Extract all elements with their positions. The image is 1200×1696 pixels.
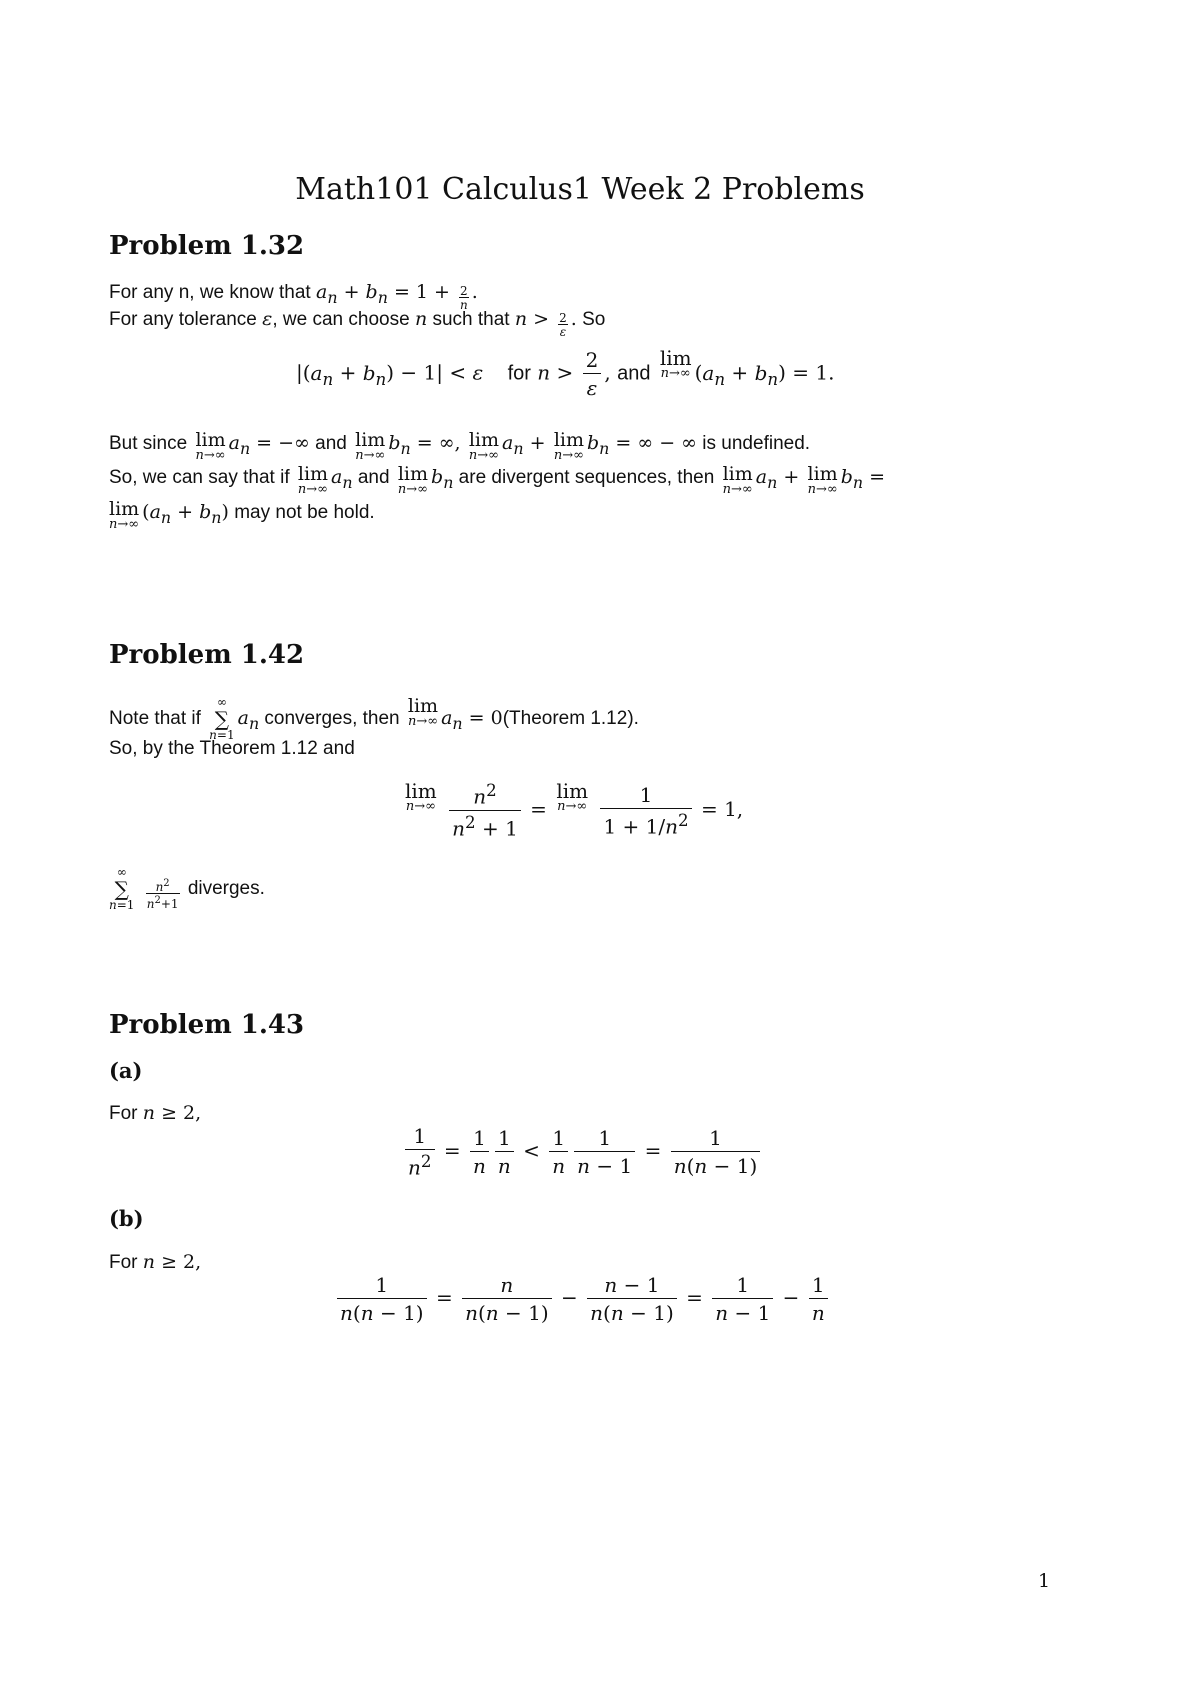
p142-line-3: ∞ ∑ n=1 $\frac{n^2}{n^2+1}$ diverges. <box>109 865 265 912</box>
part-a-equation: $\frac{1}{n^2}$ = $\frac{1}{n}$ $\frac{1}{n}$ < $\frac{1}{n}$ $\frac{1}{n - 1}$ = $\frac{1}{n(n - 1)}$ <box>402 1124 763 1180</box>
p132-line-2: For any tolerance ε, we can choose n such that n > $\frac{2}{\varepsilon}$ . So <box>109 308 606 339</box>
p142-display-equation: lim n→∞ $\frac{n^2}{n^2 + 1}$ = lim n→∞ $\frac{1}{1 + 1/n^2}$ = 1, <box>405 779 744 841</box>
part-b-label: (b) <box>109 1206 144 1231</box>
p132-line-3: But since lim n→∞ $a_n$ = −∞ and lim n→∞ $b_n$ = ∞, lim n→∞ $a_n$ + lim n→∞ $b_n$ = ∞ − ∞ is undefined. <box>109 429 811 463</box>
page-number: 1 <box>1038 1570 1051 1592</box>
part-b-condition: For n ≥ 2, <box>109 1251 202 1273</box>
heading-problem-1-42: Problem 1.42 <box>109 640 305 670</box>
p142-line-1: Note that if ∞ ∑ n=1 $a_n$ converges, then lim n→∞ $a_n$ = 0(Theorem 1.12). <box>109 695 639 742</box>
heading-problem-1-43: Problem 1.43 <box>109 1010 305 1040</box>
p142-line-2: So, by the Theorem 1.12 and <box>109 738 355 759</box>
part-a-condition: For n ≥ 2, <box>109 1102 202 1124</box>
p132-display-equation: $|(a_n + b_n) - 1| < \varepsilon$ for n > $\frac{2}{\varepsilon}$ , and lim n→∞ $(a_n + b_n) = 1$. <box>296 346 835 400</box>
part-a-label: (a) <box>109 1058 143 1083</box>
heading-problem-1-32: Problem 1.32 <box>109 231 305 261</box>
p132-line-4: So, we can say that if lim n→∞ $a_n$ and lim n→∞ $b_n$ are divergent sequences, then lim n→∞ $a_n$ + lim n→∞ $b_n$ = <box>109 463 886 497</box>
p132-line-1: For any n, we know that $a_n + b_n = 1$ + $\frac{2}{n}$ . <box>109 281 478 312</box>
document-title: Math101 Calculus1 Week 2 Problems <box>295 172 865 207</box>
part-b-equation: $\frac{1}{n(n - 1)}$ = $\frac{n}{n(n - 1)}$ − $\frac{n - 1}{n(n - 1)}$ = $\frac{1}{n - 1}$ − $\frac{1}{n}$ <box>334 1273 831 1325</box>
p132-line-5: lim n→∞ $(a_n + b_n)$ may not be hold. <box>109 498 375 532</box>
